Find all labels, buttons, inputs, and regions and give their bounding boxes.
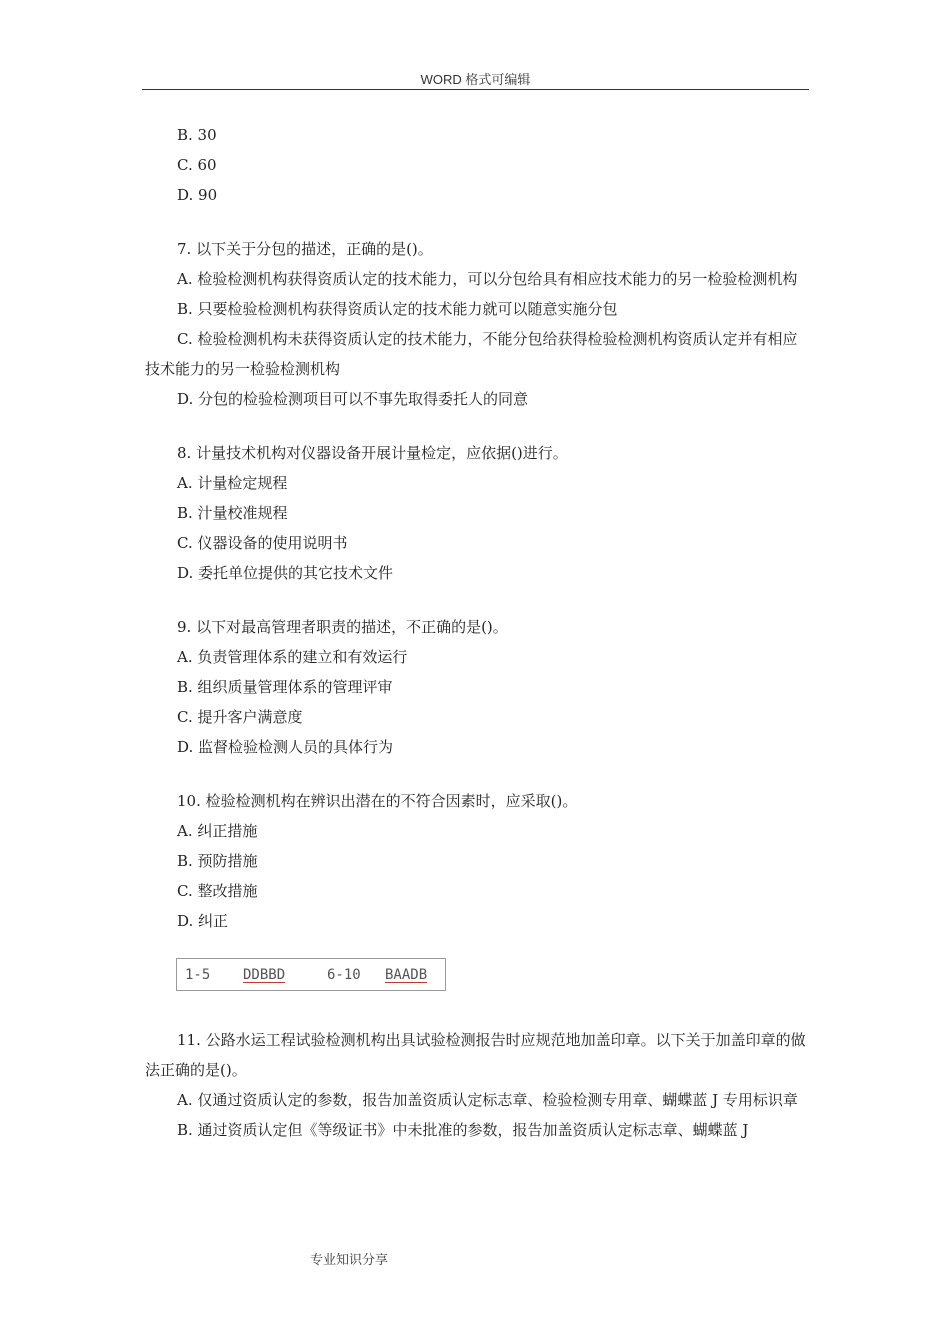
question-7: 7. 以下关于分包的描述，正确的是()。 [177,240,433,258]
q10-option-a: A. 纠正措施 [177,822,258,840]
page-header: WORD 格式可编辑 [142,70,809,90]
answer-range-1: 1-5 [185,967,211,983]
q8-option-a: A. 计量检定规程 [177,474,288,492]
q11-option-a: A. 仅通过资质认定的参数，报告加盖资质认定标志章、检验检测专用章、蝴蝶蓝 J 专用标识章 [177,1091,798,1109]
question-10: 10. 检验检测机构在辨识出潜在的不符合因素时，应采取()。 [177,792,578,810]
question-11: 11. 公路水运工程试验检测机构出具试验检测报告时应规范地加盖印章。以下关于加盖印章的做法正确的是()。 [145,1031,806,1079]
q10-option-b: B. 预防措施 [177,852,258,870]
answer-values-1: DDBBD [243,967,286,983]
q9-option-b: B. 组织质量管理体系的管理评审 [177,678,393,696]
q9-option-a: A. 负责管理体系的建立和有效运行 [177,648,408,666]
option-b: B. 30 [177,126,217,144]
q9-option-d: D. 监督检验检测人员的具体行为 [177,738,394,756]
question-9: 9. 以下对最高管理者职责的描述，不正确的是()。 [177,618,508,636]
option-d: D. 90 [177,186,218,204]
q7-option-a: A. 检验检测机构获得资质认定的技术能力，可以分包给具有相应技术能力的另一检验检测机构 [177,270,798,288]
q10-option-c: C. 整改措施 [177,882,258,900]
q8-option-c: C. 仪器设备的使用说明书 [177,534,348,552]
answer-key-box [176,958,446,991]
q7-option-b: B. 只要检验检测机构获得资质认定的技术能力就可以随意实施分包 [177,300,618,318]
q9-option-c: C. 提升客户满意度 [177,708,303,726]
q8-option-b: B. 汁量校准规程 [177,504,288,522]
question-8: 8. 计量技术机构对仪器设备开展计量检定，应依据()进行。 [177,444,568,462]
q10-option-d: D. 纠正 [177,912,229,930]
option-c: C. 60 [177,156,217,174]
document-body [145,120,809,1145]
answer-range-2: 6-10 [327,967,361,983]
page-footer: 专业知识分享 [310,1253,389,1268]
q8-option-d: D. 委托单位提供的其它技术文件 [177,564,394,582]
q7-option-d: D. 分包的检验检测项目可以不事先取得委托人的同意 [177,390,529,408]
q7-option-c: C. 检验检测机构未获得资质认定的技术能力，不能分包给获得检验检测机构资质认定并有相应技术能力的另一检验检测机构 [145,330,798,378]
q11-option-b: B. 通过资质认定但《等级证书》中未批准的参数，报告加盖资质认定标志章、蝴蝶蓝 J [177,1121,749,1139]
answer-values-2: BAADB [385,967,428,983]
